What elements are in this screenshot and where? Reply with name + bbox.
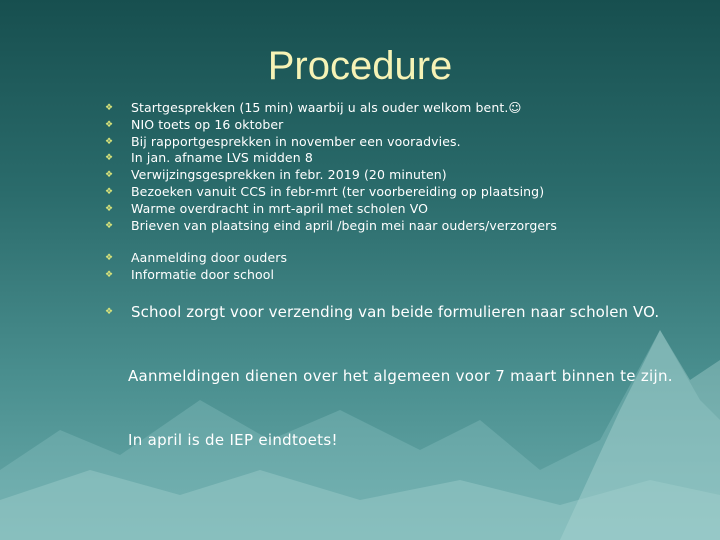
diamond-bullet-icon: ❖ <box>105 253 114 264</box>
bullet-text: Bij rapportgesprekken in november een vooradvies. <box>131 133 461 149</box>
diamond-bullet-icon: ❖ <box>105 186 114 197</box>
bullet-item <box>105 304 685 321</box>
bullet-text: NIO toets op 16 oktober <box>131 116 284 132</box>
bullet-item <box>105 218 685 235</box>
iep-paragraph: In april is de IEP eindtoets! <box>128 431 338 449</box>
bullet-text: In jan. afname LVS midden 8 <box>131 150 313 166</box>
diamond-bullet-icon: ❖ <box>105 203 114 214</box>
deadline-paragraph: Aanmeldingen dienen over het algemeen voor 7 maart binnen te zijn. <box>128 367 673 385</box>
bullet-list <box>105 100 685 321</box>
diamond-bullet-icon: ❖ <box>105 306 114 317</box>
bullet-text: Bezoeken vanuit CCS in febr-mrt (ter voorbereiding op plaatsing) <box>131 183 545 199</box>
bullet-text: Verwijzingsgesprekken in febr. 2019 (20 minuten) <box>131 167 447 183</box>
bullet-text: Startgesprekken (15 min) waarbij u als ouder welkom bent.☺ <box>131 100 522 115</box>
bullet-item <box>105 250 685 267</box>
bullet-item <box>105 117 685 134</box>
bullet-item <box>105 267 685 284</box>
diamond-bullet-icon: ❖ <box>105 103 114 113</box>
bullet-item <box>105 201 685 218</box>
diamond-bullet-icon: ❖ <box>105 153 114 164</box>
bullet-item <box>105 150 685 167</box>
diamond-bullet-icon: ❖ <box>105 119 114 130</box>
bullet-item <box>105 134 685 151</box>
bullet-item <box>105 184 685 201</box>
diamond-bullet-icon: ❖ <box>105 220 114 231</box>
bullet-text: Aanmelding door ouders <box>131 250 288 266</box>
bullet-item <box>105 167 685 184</box>
bullet-text: Brieven van plaatsing eind april /begin mei naar ouders/verzorgers <box>131 217 558 233</box>
bullet-item <box>105 100 685 117</box>
diamond-bullet-icon: ❖ <box>105 270 114 281</box>
bullet-text: School zorgt voor verzending van beide formulieren naar scholen VO. <box>131 302 660 321</box>
bullet-text: Warme overdracht in mrt-april met scholen VO <box>131 200 429 216</box>
diamond-bullet-icon: ❖ <box>105 170 114 181</box>
diamond-bullet-icon: ❖ <box>105 136 114 147</box>
slide-title: Procedure <box>267 44 453 88</box>
bullet-text: Informatie door school <box>131 267 275 283</box>
